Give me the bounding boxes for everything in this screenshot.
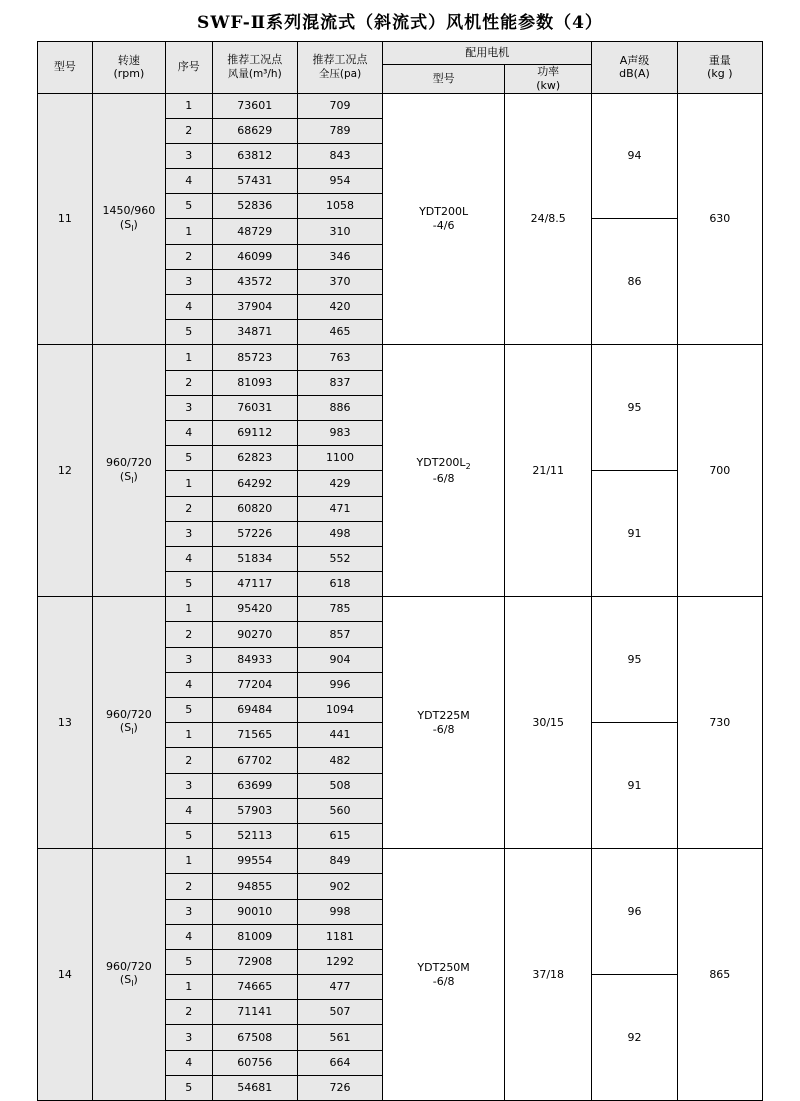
cell-seq: 5 [165, 446, 212, 471]
cell-flow: 71141 [212, 1000, 297, 1025]
header-noise [592, 42, 677, 94]
cell-pressure: 552 [297, 546, 382, 571]
cell-flow: 74665 [212, 975, 297, 1000]
cell-noise-high: 94 [592, 93, 677, 219]
table-row [38, 849, 763, 874]
cell-flow: 34871 [212, 320, 297, 345]
cell-pressure: 998 [297, 899, 382, 924]
cell-seq: 2 [165, 244, 212, 269]
cell-speed: 960/720 $(S_I)$ [92, 345, 165, 597]
cell-pressure: 618 [297, 572, 382, 597]
header-cond-label-flow: 推荐工况点 [227, 53, 283, 67]
cell-model: 13 [38, 597, 93, 849]
cell-speed: 960/720 $(S_I)$ [92, 597, 165, 849]
cell-pressure: 508 [297, 773, 382, 798]
cell-weight: 700 [677, 345, 762, 597]
header-speed-label: 转速 [117, 53, 140, 67]
header-power-unit: (kw) [536, 78, 561, 92]
cell-flow: 62823 [212, 446, 297, 471]
cell-weight: 865 [677, 849, 762, 1101]
cell-flow: 68629 [212, 118, 297, 143]
cell-motor-model: $YDT200L_2$ -6/8 [383, 345, 505, 597]
cell-pressure: 507 [297, 1000, 382, 1025]
header-pressure [297, 42, 382, 94]
cell-pressure: 1058 [297, 194, 382, 219]
cell-pressure: 954 [297, 169, 382, 194]
table-row [38, 345, 763, 370]
cell-seq: 2 [165, 748, 212, 773]
cell-pressure: 310 [297, 219, 382, 244]
cell-seq: 1 [165, 849, 212, 874]
cell-flow: 73601 [212, 93, 297, 118]
cell-flow: 47117 [212, 572, 297, 597]
cell-noise-high: 95 [592, 597, 677, 723]
cell-seq: 4 [165, 924, 212, 949]
header-weight-label: 重量 [708, 53, 731, 67]
cell-seq: 4 [165, 295, 212, 320]
cell-pressure: 1292 [297, 949, 382, 974]
cell-power: 37/18 [505, 849, 592, 1101]
header-power-label: 功率 [537, 65, 560, 78]
header-seq: 序号 [165, 42, 212, 94]
cell-noise-low: 91 [592, 723, 677, 849]
cell-seq: 5 [165, 823, 212, 848]
header-power [505, 65, 592, 94]
cell-pressure: 763 [297, 345, 382, 370]
header-noise-unit: dB(A) [619, 67, 650, 81]
cell-pressure: 904 [297, 647, 382, 672]
cell-motor-model: YDT200L -4/6 [383, 93, 505, 345]
fan-performance-table [37, 41, 763, 1101]
cell-flow: 63699 [212, 773, 297, 798]
cell-pressure: 615 [297, 823, 382, 848]
cell-seq: 2 [165, 874, 212, 899]
cell-pressure: 465 [297, 320, 382, 345]
cell-pressure: 983 [297, 420, 382, 445]
header-noise-label: A声级 [619, 53, 650, 67]
cell-seq: 5 [165, 320, 212, 345]
header-weight [677, 42, 762, 94]
cell-seq: 3 [165, 647, 212, 672]
cell-pressure: 837 [297, 370, 382, 395]
header-cond-label-press: 推荐工况点 [312, 53, 368, 67]
cell-seq: 3 [165, 143, 212, 168]
cell-seq: 5 [165, 194, 212, 219]
cell-flow: 71565 [212, 723, 297, 748]
cell-noise-low: 86 [592, 219, 677, 345]
cell-seq: 3 [165, 521, 212, 546]
cell-seq: 2 [165, 496, 212, 521]
header-flow-unit: 风量(m³/h) [227, 68, 282, 81]
cell-pressure: 664 [297, 1050, 382, 1075]
cell-seq: 1 [165, 471, 212, 496]
cell-seq: 1 [165, 597, 212, 622]
cell-flow: 67702 [212, 748, 297, 773]
cell-pressure: 482 [297, 748, 382, 773]
cell-flow: 54681 [212, 1075, 297, 1100]
cell-flow: 94855 [212, 874, 297, 899]
cell-speed: 960/720 $(S_I)$ [92, 849, 165, 1101]
page-title: SWF-Ⅱ系列混流式（斜流式）风机性能参数（4） [197, 13, 603, 33]
cell-seq: 4 [165, 1050, 212, 1075]
cell-seq: 3 [165, 269, 212, 294]
cell-motor-model: YDT225M -6/8 [383, 597, 505, 849]
cell-pressure: 785 [297, 597, 382, 622]
cell-seq: 3 [165, 395, 212, 420]
cell-pressure: 477 [297, 975, 382, 1000]
cell-seq: 3 [165, 1025, 212, 1050]
cell-pressure: 843 [297, 143, 382, 168]
cell-power: 24/8.5 [505, 93, 592, 345]
cell-flow: 57903 [212, 798, 297, 823]
cell-pressure: 1094 [297, 698, 382, 723]
cell-flow: 77204 [212, 672, 297, 697]
cell-pressure: 886 [297, 395, 382, 420]
cell-model: 14 [38, 849, 93, 1101]
cell-noise-low: 92 [592, 975, 677, 1101]
cell-flow: 81009 [212, 924, 297, 949]
cell-pressure: 1181 [297, 924, 382, 949]
cell-flow: 60756 [212, 1050, 297, 1075]
cell-power: 30/15 [505, 597, 592, 849]
cell-power: 21/11 [505, 345, 592, 597]
cell-seq: 4 [165, 546, 212, 571]
cell-flow: 48729 [212, 219, 297, 244]
cell-pressure: 370 [297, 269, 382, 294]
cell-seq: 5 [165, 949, 212, 974]
cell-flow: 95420 [212, 597, 297, 622]
header-pressure-unit: 全压(pa) [318, 68, 362, 81]
cell-model: 12 [38, 345, 93, 597]
cell-seq: 1 [165, 345, 212, 370]
cell-flow: 90270 [212, 622, 297, 647]
cell-flow: 43572 [212, 269, 297, 294]
cell-seq: 1 [165, 975, 212, 1000]
cell-pressure: 709 [297, 93, 382, 118]
cell-flow: 37904 [212, 295, 297, 320]
cell-flow: 51834 [212, 546, 297, 571]
cell-weight: 630 [677, 93, 762, 345]
cell-seq: 4 [165, 798, 212, 823]
cell-model: 11 [38, 93, 93, 345]
cell-pressure: 849 [297, 849, 382, 874]
cell-seq: 1 [165, 723, 212, 748]
cell-flow: 46099 [212, 244, 297, 269]
cell-pressure: 726 [297, 1075, 382, 1100]
cell-seq: 3 [165, 773, 212, 798]
cell-seq: 1 [165, 219, 212, 244]
cell-pressure: 429 [297, 471, 382, 496]
table-row [38, 93, 763, 118]
cell-flow: 69484 [212, 698, 297, 723]
cell-seq: 2 [165, 622, 212, 647]
cell-flow: 67508 [212, 1025, 297, 1050]
cell-pressure: 498 [297, 521, 382, 546]
cell-flow: 60820 [212, 496, 297, 521]
cell-flow: 52836 [212, 194, 297, 219]
cell-seq: 2 [165, 1000, 212, 1025]
cell-seq: 4 [165, 420, 212, 445]
cell-flow: 57431 [212, 169, 297, 194]
cell-pressure: 441 [297, 723, 382, 748]
cell-pressure: 561 [297, 1025, 382, 1050]
header-flow [212, 42, 297, 94]
cell-flow: 99554 [212, 849, 297, 874]
cell-flow: 72908 [212, 949, 297, 974]
cell-flow: 69112 [212, 420, 297, 445]
cell-seq: 5 [165, 572, 212, 597]
cell-flow: 64292 [212, 471, 297, 496]
cell-pressure: 857 [297, 622, 382, 647]
cell-motor-model: YDT250M -6/8 [383, 849, 505, 1101]
cell-pressure: 471 [297, 496, 382, 521]
header-motor-model: 型号 [383, 65, 505, 94]
cell-weight: 730 [677, 597, 762, 849]
header-speed [92, 42, 165, 94]
cell-flow: 76031 [212, 395, 297, 420]
cell-flow: 52113 [212, 823, 297, 848]
cell-seq: 2 [165, 370, 212, 395]
cell-noise-high: 96 [592, 849, 677, 975]
cell-pressure: 560 [297, 798, 382, 823]
cell-noise-low: 91 [592, 471, 677, 597]
cell-seq: 4 [165, 169, 212, 194]
cell-flow: 63812 [212, 143, 297, 168]
cell-flow: 57226 [212, 521, 297, 546]
cell-seq: 4 [165, 672, 212, 697]
cell-speed: 1450/960 $(S_I)$ [92, 93, 165, 345]
cell-pressure: 902 [297, 874, 382, 899]
cell-pressure: 420 [297, 295, 382, 320]
cell-seq: 5 [165, 1075, 212, 1100]
cell-pressure: 1100 [297, 446, 382, 471]
cell-pressure: 996 [297, 672, 382, 697]
table-header [38, 42, 763, 94]
cell-seq: 2 [165, 118, 212, 143]
cell-flow: 85723 [212, 345, 297, 370]
cell-flow: 84933 [212, 647, 297, 672]
cell-seq: 1 [165, 93, 212, 118]
cell-pressure: 789 [297, 118, 382, 143]
header-model: 型号 [38, 42, 93, 94]
cell-seq: 3 [165, 899, 212, 924]
cell-flow: 81093 [212, 370, 297, 395]
header-weight-unit: (kg ) [707, 67, 733, 81]
header-speed-unit: (rpm) [113, 67, 145, 81]
cell-pressure: 346 [297, 244, 382, 269]
header-motor-group: 配用电机 [383, 42, 592, 65]
table-row [38, 597, 763, 622]
cell-flow: 90010 [212, 899, 297, 924]
cell-seq: 5 [165, 698, 212, 723]
table-body [38, 93, 763, 1101]
cell-noise-high: 95 [592, 345, 677, 471]
